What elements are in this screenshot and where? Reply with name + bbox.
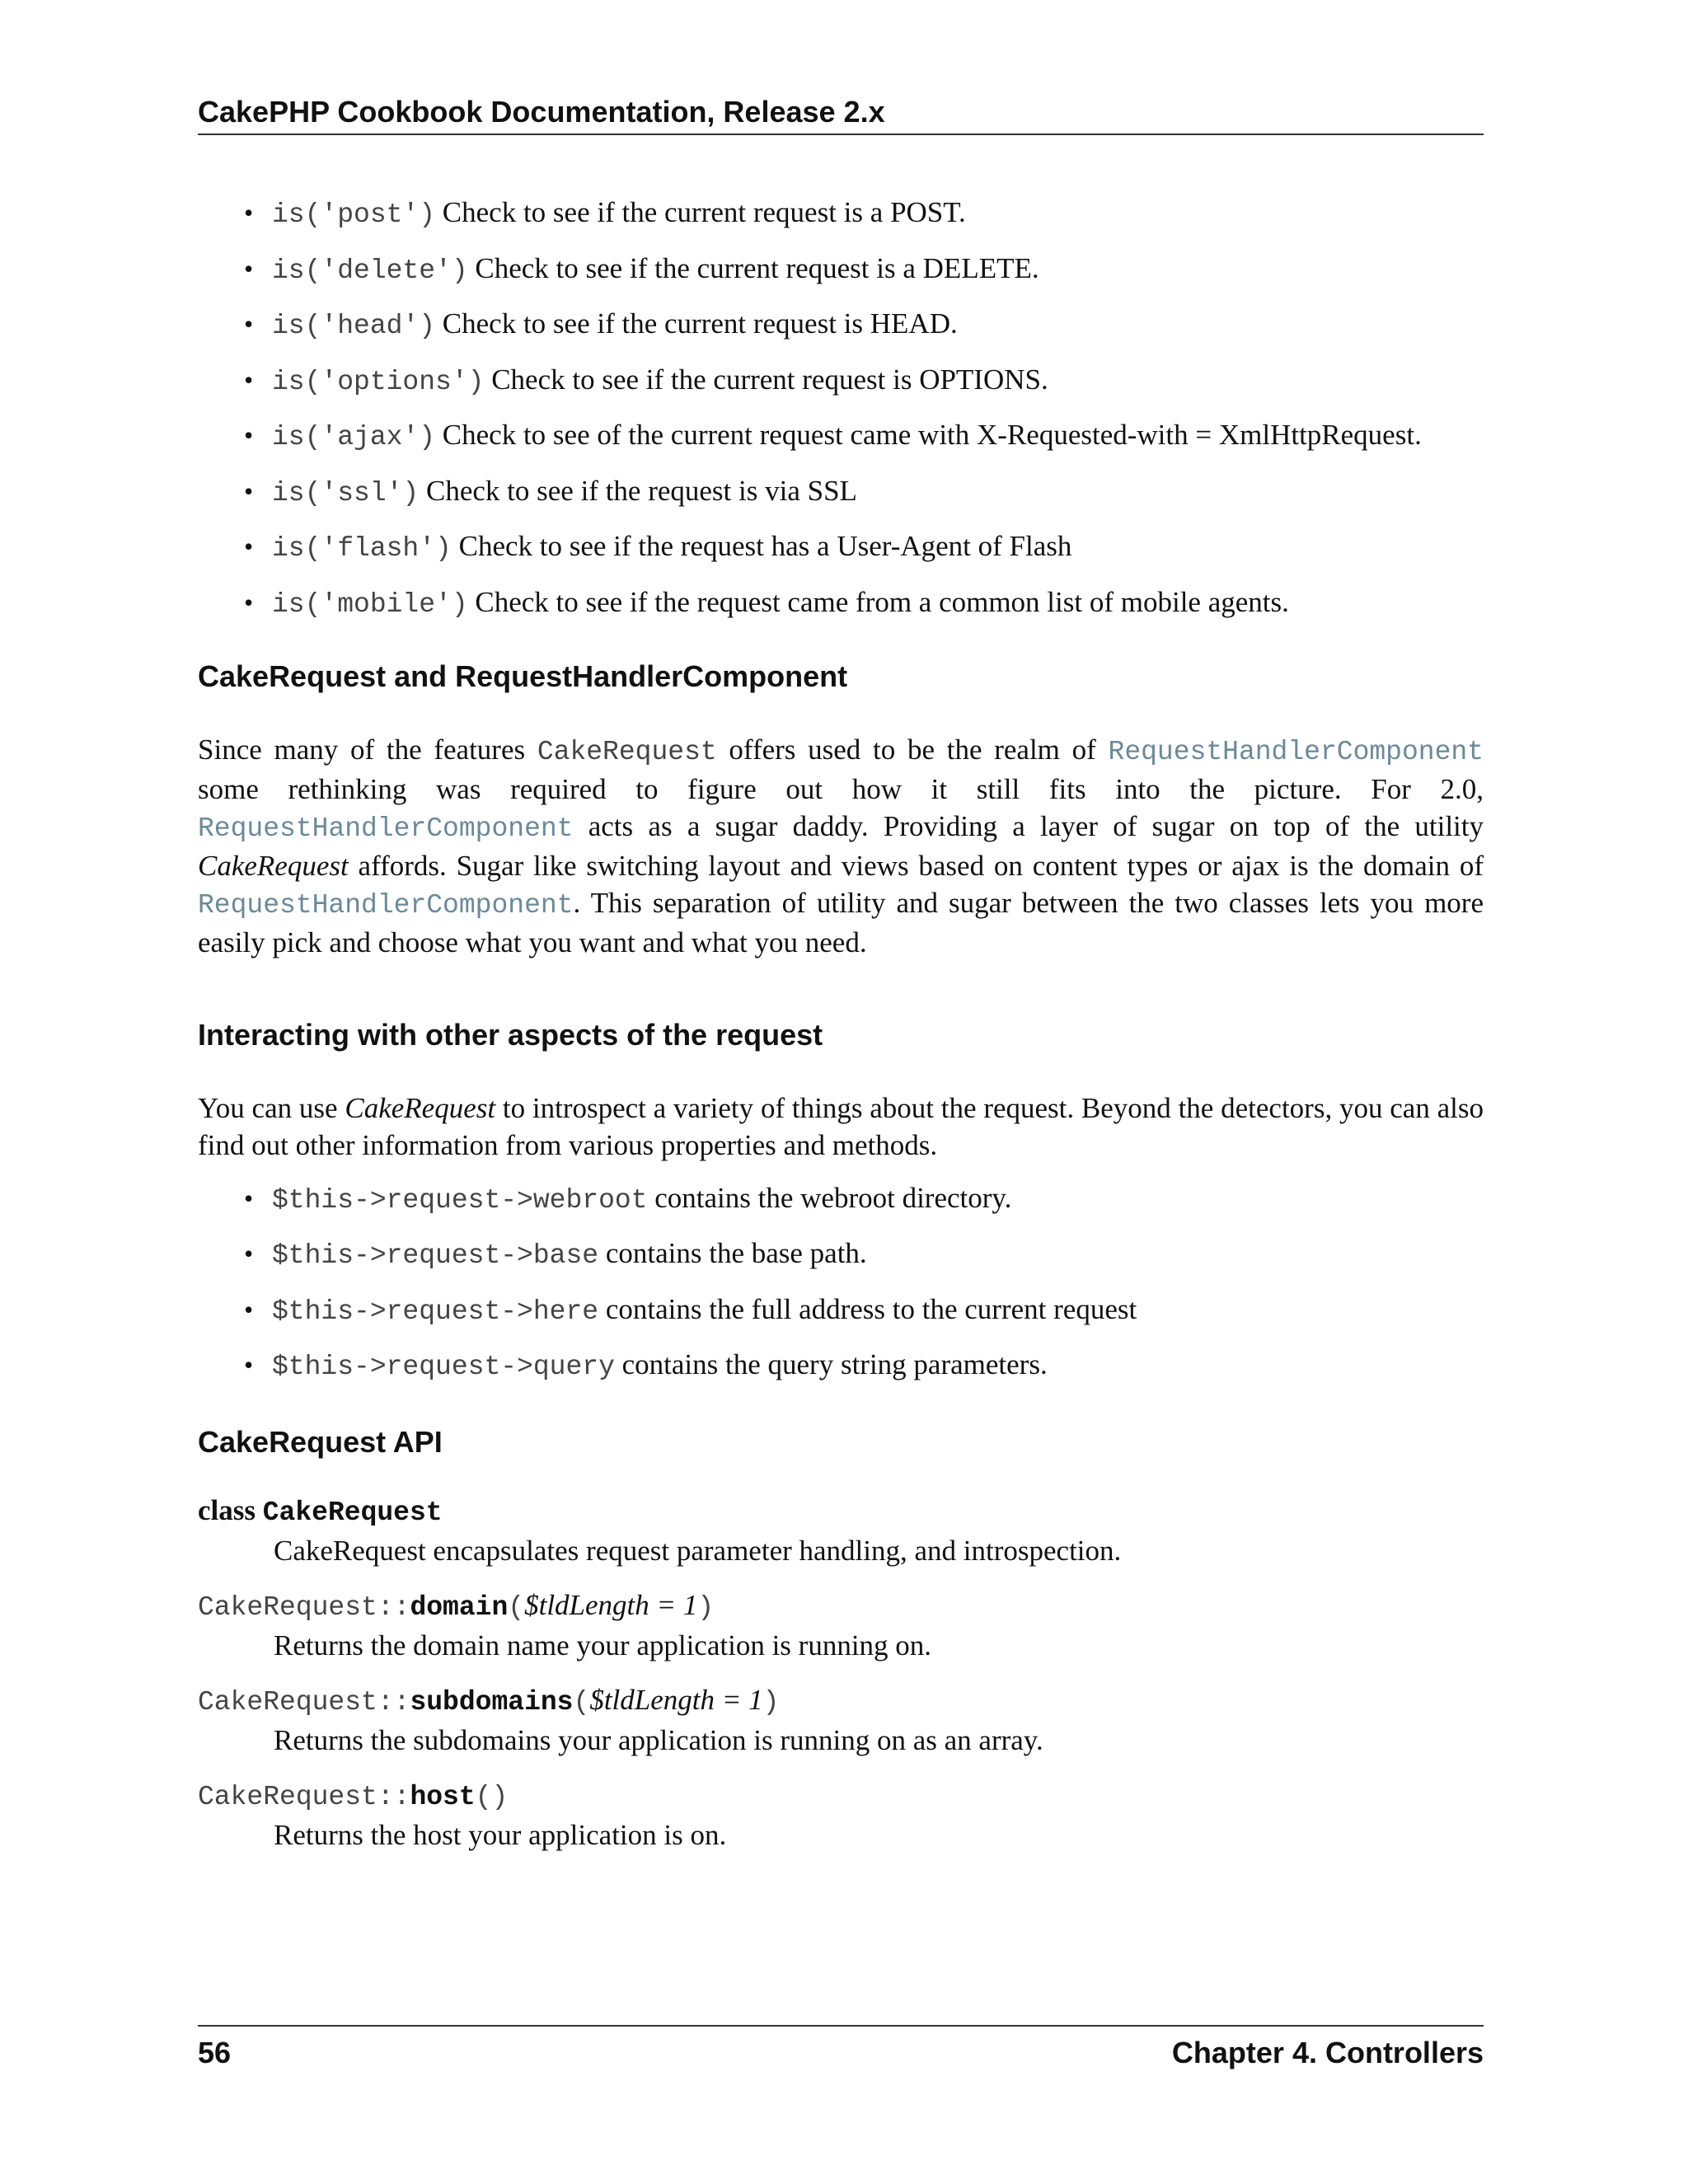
list-item-text: Check to see if the current request is OPTIONS. — [491, 363, 1048, 396]
section-heading-interacting: Interacting with other aspects of the request — [198, 1017, 823, 1052]
document-page — [198, 0, 1484, 2184]
paren-close: ) — [697, 1592, 715, 1623]
api-class-block — [198, 1492, 1484, 1570]
method-signature — [198, 1681, 1484, 1722]
class-signature — [198, 1492, 1484, 1532]
requesthandlercomponent-link[interactable]: RequestHandlerComponent — [198, 813, 574, 844]
text-run: to introspect a variety of things about the request. Beyond the detectors, you can also find out other information from various properties and methods. — [198, 1091, 1484, 1161]
class-keyword: class — [198, 1494, 256, 1526]
list-item-text: Check to see of the current request came with X-Requested-with = XmlHttpRequest. — [442, 419, 1422, 451]
text-run: acts as a sugar daddy. Providing a layer of sugar on top of the utility — [573, 809, 1484, 842]
paren-close: ) — [491, 1782, 509, 1812]
paren-open: ( — [475, 1782, 492, 1812]
paren-open: ( — [508, 1592, 525, 1623]
inline-code: $this->request->base — [272, 1240, 599, 1271]
list-item-text: contains the full address to the current request — [598, 1292, 1137, 1325]
list-item-text: Check to see if the request is via SSL — [425, 474, 857, 507]
inline-code: $this->request->here — [272, 1296, 599, 1327]
inline-code: is('mobile') — [272, 588, 468, 620]
inline-code: $this->request->query — [272, 1352, 615, 1382]
emphasis: CakeRequest — [345, 1091, 496, 1124]
requesthandlercomponent-link[interactable]: RequestHandlerComponent — [198, 889, 574, 921]
method-class: CakeRequest:: — [198, 1782, 410, 1812]
method-description: Returns the host your application is on. — [274, 1819, 727, 1851]
list-item — [244, 1180, 1484, 1216]
paren-open: ( — [573, 1687, 590, 1718]
page-content — [198, 194, 1484, 1854]
chapter-title: Chapter 4. Controllers — [1171, 2036, 1484, 2069]
list-item-text: contains the webroot directory. — [647, 1181, 1012, 1214]
method-name: domain — [410, 1592, 509, 1623]
api-method-host — [198, 1776, 1484, 1854]
list-item — [244, 584, 1484, 621]
text-run: . This separation of utility and sugar between the two classes lets you more easily pick and choose what you want and what you need. — [198, 886, 1484, 958]
list-item — [244, 362, 1484, 398]
class-description: CakeRequest encapsulates request parameter handling, and introspection. — [274, 1535, 1122, 1567]
list-item — [244, 1347, 1484, 1383]
method-class: CakeRequest:: — [198, 1687, 410, 1718]
method-class: CakeRequest:: — [198, 1592, 410, 1623]
page-number: 56 — [198, 2036, 232, 2069]
paragraph-requesthandler — [198, 731, 1484, 961]
list-item — [244, 251, 1484, 287]
inline-code: is('post') — [272, 199, 436, 230]
list-item — [244, 306, 1484, 342]
inline-code: is('ssl') — [272, 477, 420, 509]
api-method-domain — [198, 1586, 1484, 1665]
inline-code: is('flash') — [272, 533, 452, 564]
running-footer — [198, 2025, 1484, 2073]
header-title: CakePHP Cookbook Documentation, Release 2.x — [198, 95, 885, 129]
section-heading-api: CakeRequest API — [198, 1425, 443, 1459]
paragraph-interacting — [198, 1090, 1484, 1164]
section-heading-cakerequest-requesthandler: CakeRequest and RequestHandlerComponent — [198, 658, 848, 693]
text-run: Since many of the features — [198, 733, 537, 766]
emphasis: CakeRequest — [198, 849, 349, 882]
inline-code: is('ajax') — [272, 422, 436, 452]
text-run: You can use — [198, 1091, 345, 1124]
list-item-text: Check to see if the current request is a POST. — [442, 196, 966, 228]
method-param: $tldLength = 1 — [524, 1589, 698, 1621]
inline-code: is('options') — [272, 366, 485, 397]
property-list — [198, 1180, 1484, 1384]
requesthandlercomponent-link[interactable]: RequestHandlerComponent — [1108, 736, 1484, 767]
text-run: affords. Sugar like switching layout and views based on content types or ajax is the domain of — [348, 849, 1484, 882]
list-item — [244, 473, 1484, 509]
running-header — [198, 92, 1484, 135]
list-item-text: Check to see if the current request is a DELETE. — [475, 251, 1039, 284]
api-method-subdomains — [198, 1681, 1484, 1760]
list-item-text: Check to see if the request came from a common list of mobile agents. — [475, 585, 1289, 618]
method-name: host — [410, 1782, 476, 1812]
inline-code: $this->request->webroot — [272, 1184, 648, 1216]
list-item-text: Check to see if the current request is HEAD. — [442, 307, 958, 340]
text-run: offers used to be the realm of — [716, 733, 1109, 766]
inline-code: is('delete') — [272, 255, 468, 286]
class-name: CakeRequest — [262, 1497, 443, 1528]
list-item — [244, 528, 1484, 565]
list-item — [244, 1235, 1484, 1272]
list-item-text: contains the query string parameters. — [614, 1348, 1048, 1380]
list-item-text: Check to see if the request has a User-Agent of Flash — [458, 530, 1072, 562]
method-signature — [198, 1586, 1484, 1627]
method-param: $tldLength = 1 — [589, 1684, 763, 1716]
list-item-text: contains the base path. — [598, 1237, 867, 1269]
detector-list — [198, 194, 1484, 621]
method-name: subdomains — [410, 1687, 574, 1718]
list-item — [244, 194, 1484, 231]
list-item — [244, 417, 1484, 453]
list-item — [244, 1291, 1484, 1328]
method-signature — [198, 1776, 1484, 1816]
inline-code: CakeRequest — [537, 736, 717, 767]
inline-code: is('head') — [272, 311, 436, 341]
text-run: some rethinking was required to figure out how it still fits into the picture. For 2.0, — [198, 772, 1484, 805]
method-description: Returns the domain name your application is running on. — [274, 1629, 932, 1661]
method-description: Returns the subdomains your application is running on as an array. — [274, 1724, 1043, 1756]
paren-close: ) — [762, 1687, 780, 1718]
